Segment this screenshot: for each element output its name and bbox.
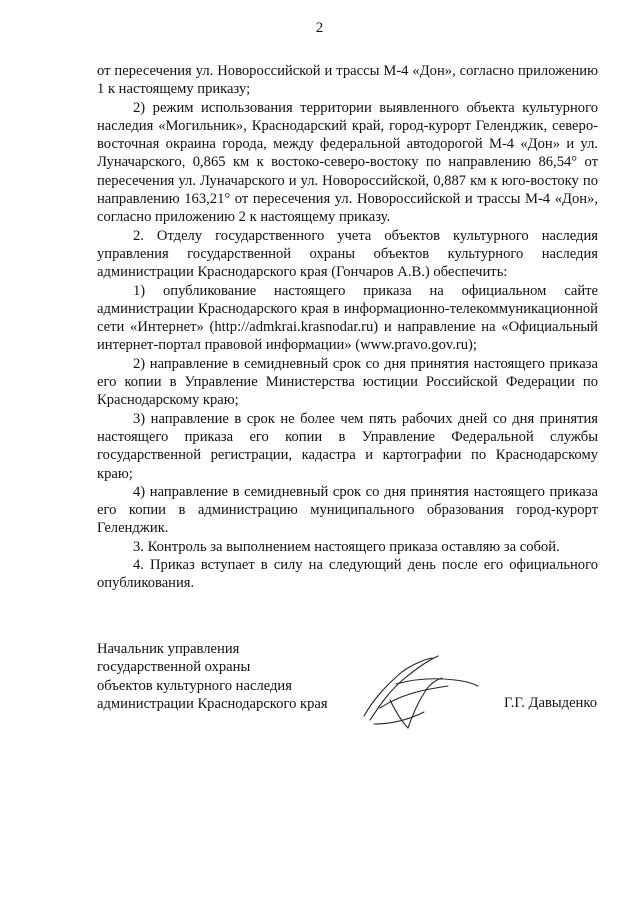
paragraph: 2) режим использования территории выявленного объекта культурного наследия «Могильник», Краснодарский край, город-курорт Геленджик, северо-восточная окраина города, между федеральной автодорогой М-4 «Дон» и ул. Луначарского, 0,865 км к востоко-северо-востоку по направлению 86,54° от пересечения ул. Луначарского и ул. Новороссийской, 0,887 км к юго-востоку по направлению 163,21° от пересечения ул. Новороссийской и трассы М-4 «Дон», согласно приложению 2 к настоящему приказу. xyxy=(97,99,598,226)
handwritten-signature xyxy=(350,650,480,730)
signer-title xyxy=(97,640,328,713)
paragraph: 2. Отделу государственного учета объектов культурного наследия управления государственной охраны объектов культурного наследия администрации Краснодарского края (Гончаров А.В.) обеспечить: xyxy=(97,227,598,281)
paragraph: 4) направление в семидневный срок со дня принятия настоящего приказа его копии в администрацию муниципального образования город-курорт Геленджик. xyxy=(97,483,598,537)
document-body xyxy=(97,62,598,593)
paragraph: 4. Приказ вступает в силу на следующий день после его официального опубликования. xyxy=(97,557,598,592)
signer-title-line: администрации Краснодарского края xyxy=(97,695,328,712)
signer-title-line: объектов культурного наследия xyxy=(97,677,292,694)
paragraph: 3. Контроль за выполнением настоящего приказа оставляю за собой. xyxy=(133,538,560,555)
paragraph: от пересечения ул. Новороссийской и трассы М-4 «Дон», согласно приложению 1 к настоящему приказу; xyxy=(97,63,598,98)
signer-title-line: государственной охраны xyxy=(97,659,251,676)
paragraph: 3) направление в срок не более чем пять рабочих дней со дня принятия настоящего приказа его копии в Управление Федеральной службы государственной регистрации, кадастра и картографии по Краснодарскому краю; xyxy=(97,410,598,482)
signer-name: Г.Г. Давыденко xyxy=(503,695,597,711)
paragraph: 1) опубликование настоящего приказа на официальном сайте администрации Краснодарского края в информационно-телекоммуникационной сети «Интернет» (http://admkrai.krasnodar.ru) и направление на «Официальный интернет-портал правовой информации» (www.pravo.gov.ru); xyxy=(97,282,598,354)
signer-title-line: Начальник управления xyxy=(97,641,240,657)
paragraph: 2) направление в семидневный срок со дня принятия настоящего приказа его копии в Управление Министерства юстиции Российской Федерации по Краснодарскому краю; xyxy=(97,355,598,409)
page-number: 2 xyxy=(315,20,324,36)
